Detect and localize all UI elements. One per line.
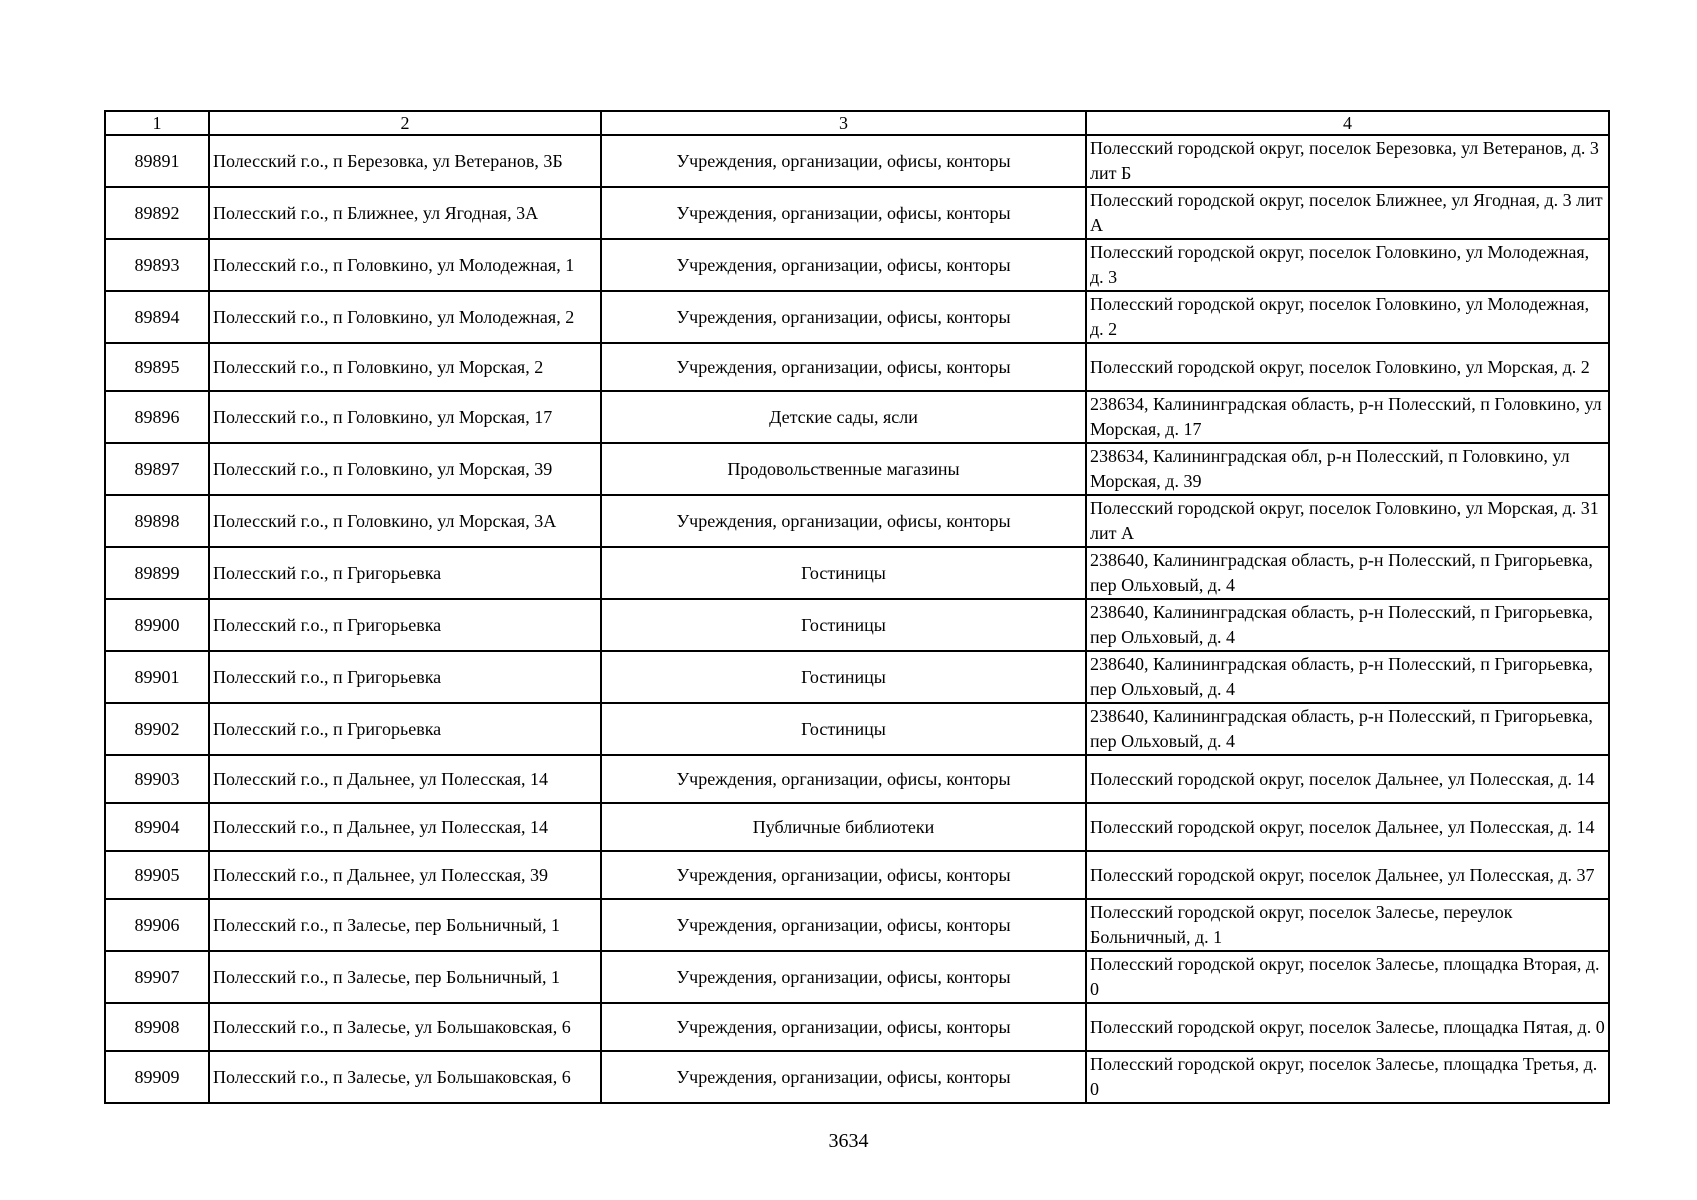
facility-category-cell: Детские сады, ясли: [601, 391, 1086, 443]
short-address-cell: Полесский г.о., п Григорьевка: [209, 547, 601, 599]
row-id-cell: 89893: [105, 239, 209, 291]
facility-category-cell: Учреждения, организации, офисы, конторы: [601, 187, 1086, 239]
full-address-cell: 238640, Калининградская область, р-н Полесский, п Григорьевка, пер Ольховый, д. 4: [1086, 547, 1609, 599]
short-address-cell: Полесский г.о., п Головкино, ул Молодежная, 2: [209, 291, 601, 343]
short-address-cell: Полесский г.о., п Головкино, ул Морская, 2: [209, 343, 601, 391]
facility-category-cell: Учреждения, организации, офисы, конторы: [601, 755, 1086, 803]
short-address-cell: Полесский г.о., п Григорьевка: [209, 703, 601, 755]
table-row: [105, 443, 1609, 495]
short-address-cell: Полесский г.о., п Григорьевка: [209, 599, 601, 651]
facility-category-cell: Гостиницы: [601, 547, 1086, 599]
row-id-cell: 89894: [105, 291, 209, 343]
row-id-cell: 89909: [105, 1051, 209, 1103]
table-row: [105, 755, 1609, 803]
row-id-cell: 89895: [105, 343, 209, 391]
row-id-cell: 89908: [105, 1003, 209, 1051]
row-id-cell: 89901: [105, 651, 209, 703]
short-address-cell: Полесский г.о., п Березовка, ул Ветеранов, 3Б: [209, 135, 601, 187]
row-id-cell: 89897: [105, 443, 209, 495]
header-col-2: 2: [209, 111, 601, 135]
short-address-cell: Полесский г.о., п Головкино, ул Морская, 17: [209, 391, 601, 443]
facility-category-cell: Учреждения, организации, офисы, конторы: [601, 1003, 1086, 1051]
full-address-cell: Полесский городской округ, поселок Головкино, ул Молодежная, д. 3: [1086, 239, 1609, 291]
table-row: [105, 803, 1609, 851]
short-address-cell: Полесский г.о., п Головкино, ул Морская, 39: [209, 443, 601, 495]
full-address-cell: Полесский городской округ, поселок Дальнее, ул Полесская, д. 14: [1086, 755, 1609, 803]
facility-category-cell: Учреждения, организации, офисы, конторы: [601, 135, 1086, 187]
table-header: [105, 111, 1609, 135]
full-address-cell: 238640, Калининградская область, р-н Полесский, п Григорьевка, пер Ольховый, д. 4: [1086, 651, 1609, 703]
facility-category-cell: Гостиницы: [601, 703, 1086, 755]
table-row: [105, 187, 1609, 239]
header-row: [105, 111, 1609, 135]
table-row: [105, 391, 1609, 443]
full-address-cell: Полесский городской округ, поселок Залесье, площадка Вторая, д. 0: [1086, 951, 1609, 1003]
short-address-cell: Полесский г.о., п Залесье, пер Больничный, 1: [209, 951, 601, 1003]
full-address-cell: Полесский городской округ, поселок Головкино, ул Молодежная, д. 2: [1086, 291, 1609, 343]
full-address-cell: Полесский городской округ, поселок Ближнее, ул Ягодная, д. 3 лит А: [1086, 187, 1609, 239]
row-id-cell: 89904: [105, 803, 209, 851]
facility-category-cell: Учреждения, организации, офисы, конторы: [601, 495, 1086, 547]
full-address-cell: Полесский городской округ, поселок Дальнее, ул Полесская, д. 14: [1086, 803, 1609, 851]
short-address-cell: Полесский г.о., п Залесье, пер Больничный, 1: [209, 899, 601, 951]
full-address-cell: Полесский городской округ, поселок Залесье, площадка Третья, д. 0: [1086, 1051, 1609, 1103]
short-address-cell: Полесский г.о., п Головкино, ул Морская, 3А: [209, 495, 601, 547]
row-id-cell: 89906: [105, 899, 209, 951]
row-id-cell: 89896: [105, 391, 209, 443]
full-address-cell: 238634, Калининградская обл, р-н Полесский, п Головкино, ул Морская, д. 39: [1086, 443, 1609, 495]
facility-category-cell: Учреждения, организации, офисы, конторы: [601, 851, 1086, 899]
table-row: [105, 291, 1609, 343]
table-row: [105, 1051, 1609, 1103]
table-row: [105, 495, 1609, 547]
full-address-cell: 238634, Калининградская область, р-н Полесский, п Головкино, ул Морская, д. 17: [1086, 391, 1609, 443]
page-number: 3634: [828, 1130, 869, 1152]
facility-category-cell: Учреждения, организации, офисы, конторы: [601, 239, 1086, 291]
table-row: [105, 547, 1609, 599]
table-row: [105, 343, 1609, 391]
short-address-cell: Полесский г.о., п Залесье, ул Большаковская, 6: [209, 1003, 601, 1051]
full-address-cell: Полесский городской округ, поселок Дальнее, ул Полесская, д. 37: [1086, 851, 1609, 899]
row-id-cell: 89905: [105, 851, 209, 899]
table-row: [105, 703, 1609, 755]
header-col-4: 4: [1086, 111, 1609, 135]
facility-category-cell: Учреждения, организации, офисы, конторы: [601, 899, 1086, 951]
row-id-cell: 89899: [105, 547, 209, 599]
short-address-cell: Полесский г.о., п Залесье, ул Большаковская, 6: [209, 1051, 601, 1103]
short-address-cell: Полесский г.о., п Дальнее, ул Полесская, 14: [209, 755, 601, 803]
facility-category-cell: Гостиницы: [601, 599, 1086, 651]
table-row: [105, 899, 1609, 951]
facility-category-cell: Продовольственные магазины: [601, 443, 1086, 495]
full-address-cell: 238640, Калининградская область, р-н Полесский, п Григорьевка, пер Ольховый, д. 4: [1086, 599, 1609, 651]
row-id-cell: 89903: [105, 755, 209, 803]
facility-category-cell: Учреждения, организации, офисы, конторы: [601, 291, 1086, 343]
short-address-cell: Полесский г.о., п Дальнее, ул Полесская, 39: [209, 851, 601, 899]
row-id-cell: 89902: [105, 703, 209, 755]
row-id-cell: 89898: [105, 495, 209, 547]
table-row: [105, 1003, 1609, 1051]
short-address-cell: Полесский г.о., п Головкино, ул Молодежная, 1: [209, 239, 601, 291]
short-address-cell: Полесский г.о., п Ближнее, ул Ягодная, 3А: [209, 187, 601, 239]
address-table: [104, 110, 1610, 1104]
full-address-cell: Полесский городской округ, поселок Залесье, переулок Больничный, д. 1: [1086, 899, 1609, 951]
facility-category-cell: Гостиницы: [601, 651, 1086, 703]
header-col-3: 3: [601, 111, 1086, 135]
full-address-cell: 238640, Калининградская область, р-н Полесский, п Григорьевка, пер Ольховый, д. 4: [1086, 703, 1609, 755]
table-row: [105, 239, 1609, 291]
header-col-1: 1: [105, 111, 209, 135]
short-address-cell: Полесский г.о., п Григорьевка: [209, 651, 601, 703]
row-id-cell: 89891: [105, 135, 209, 187]
full-address-cell: Полесский городской округ, поселок Залесье, площадка Пятая, д. 0: [1086, 1003, 1609, 1051]
row-id-cell: 89892: [105, 187, 209, 239]
facility-category-cell: Учреждения, организации, офисы, конторы: [601, 951, 1086, 1003]
full-address-cell: Полесский городской округ, поселок Березовка, ул Ветеранов, д. 3 лит Б: [1086, 135, 1609, 187]
table-row: [105, 851, 1609, 899]
full-address-cell: Полесский городской округ, поселок Головкино, ул Морская, д. 31 лит А: [1086, 495, 1609, 547]
table-body: [105, 135, 1609, 1103]
table-row: [105, 135, 1609, 187]
row-id-cell: 89907: [105, 951, 209, 1003]
facility-category-cell: Учреждения, организации, офисы, конторы: [601, 343, 1086, 391]
facility-category-cell: Учреждения, организации, офисы, конторы: [601, 1051, 1086, 1103]
table-row: [105, 599, 1609, 651]
facility-category-cell: Публичные библиотеки: [601, 803, 1086, 851]
row-id-cell: 89900: [105, 599, 209, 651]
table-row: [105, 651, 1609, 703]
short-address-cell: Полесский г.о., п Дальнее, ул Полесская, 14: [209, 803, 601, 851]
full-address-cell: Полесский городской округ, поселок Головкино, ул Морская, д. 2: [1086, 343, 1609, 391]
table-row: [105, 951, 1609, 1003]
